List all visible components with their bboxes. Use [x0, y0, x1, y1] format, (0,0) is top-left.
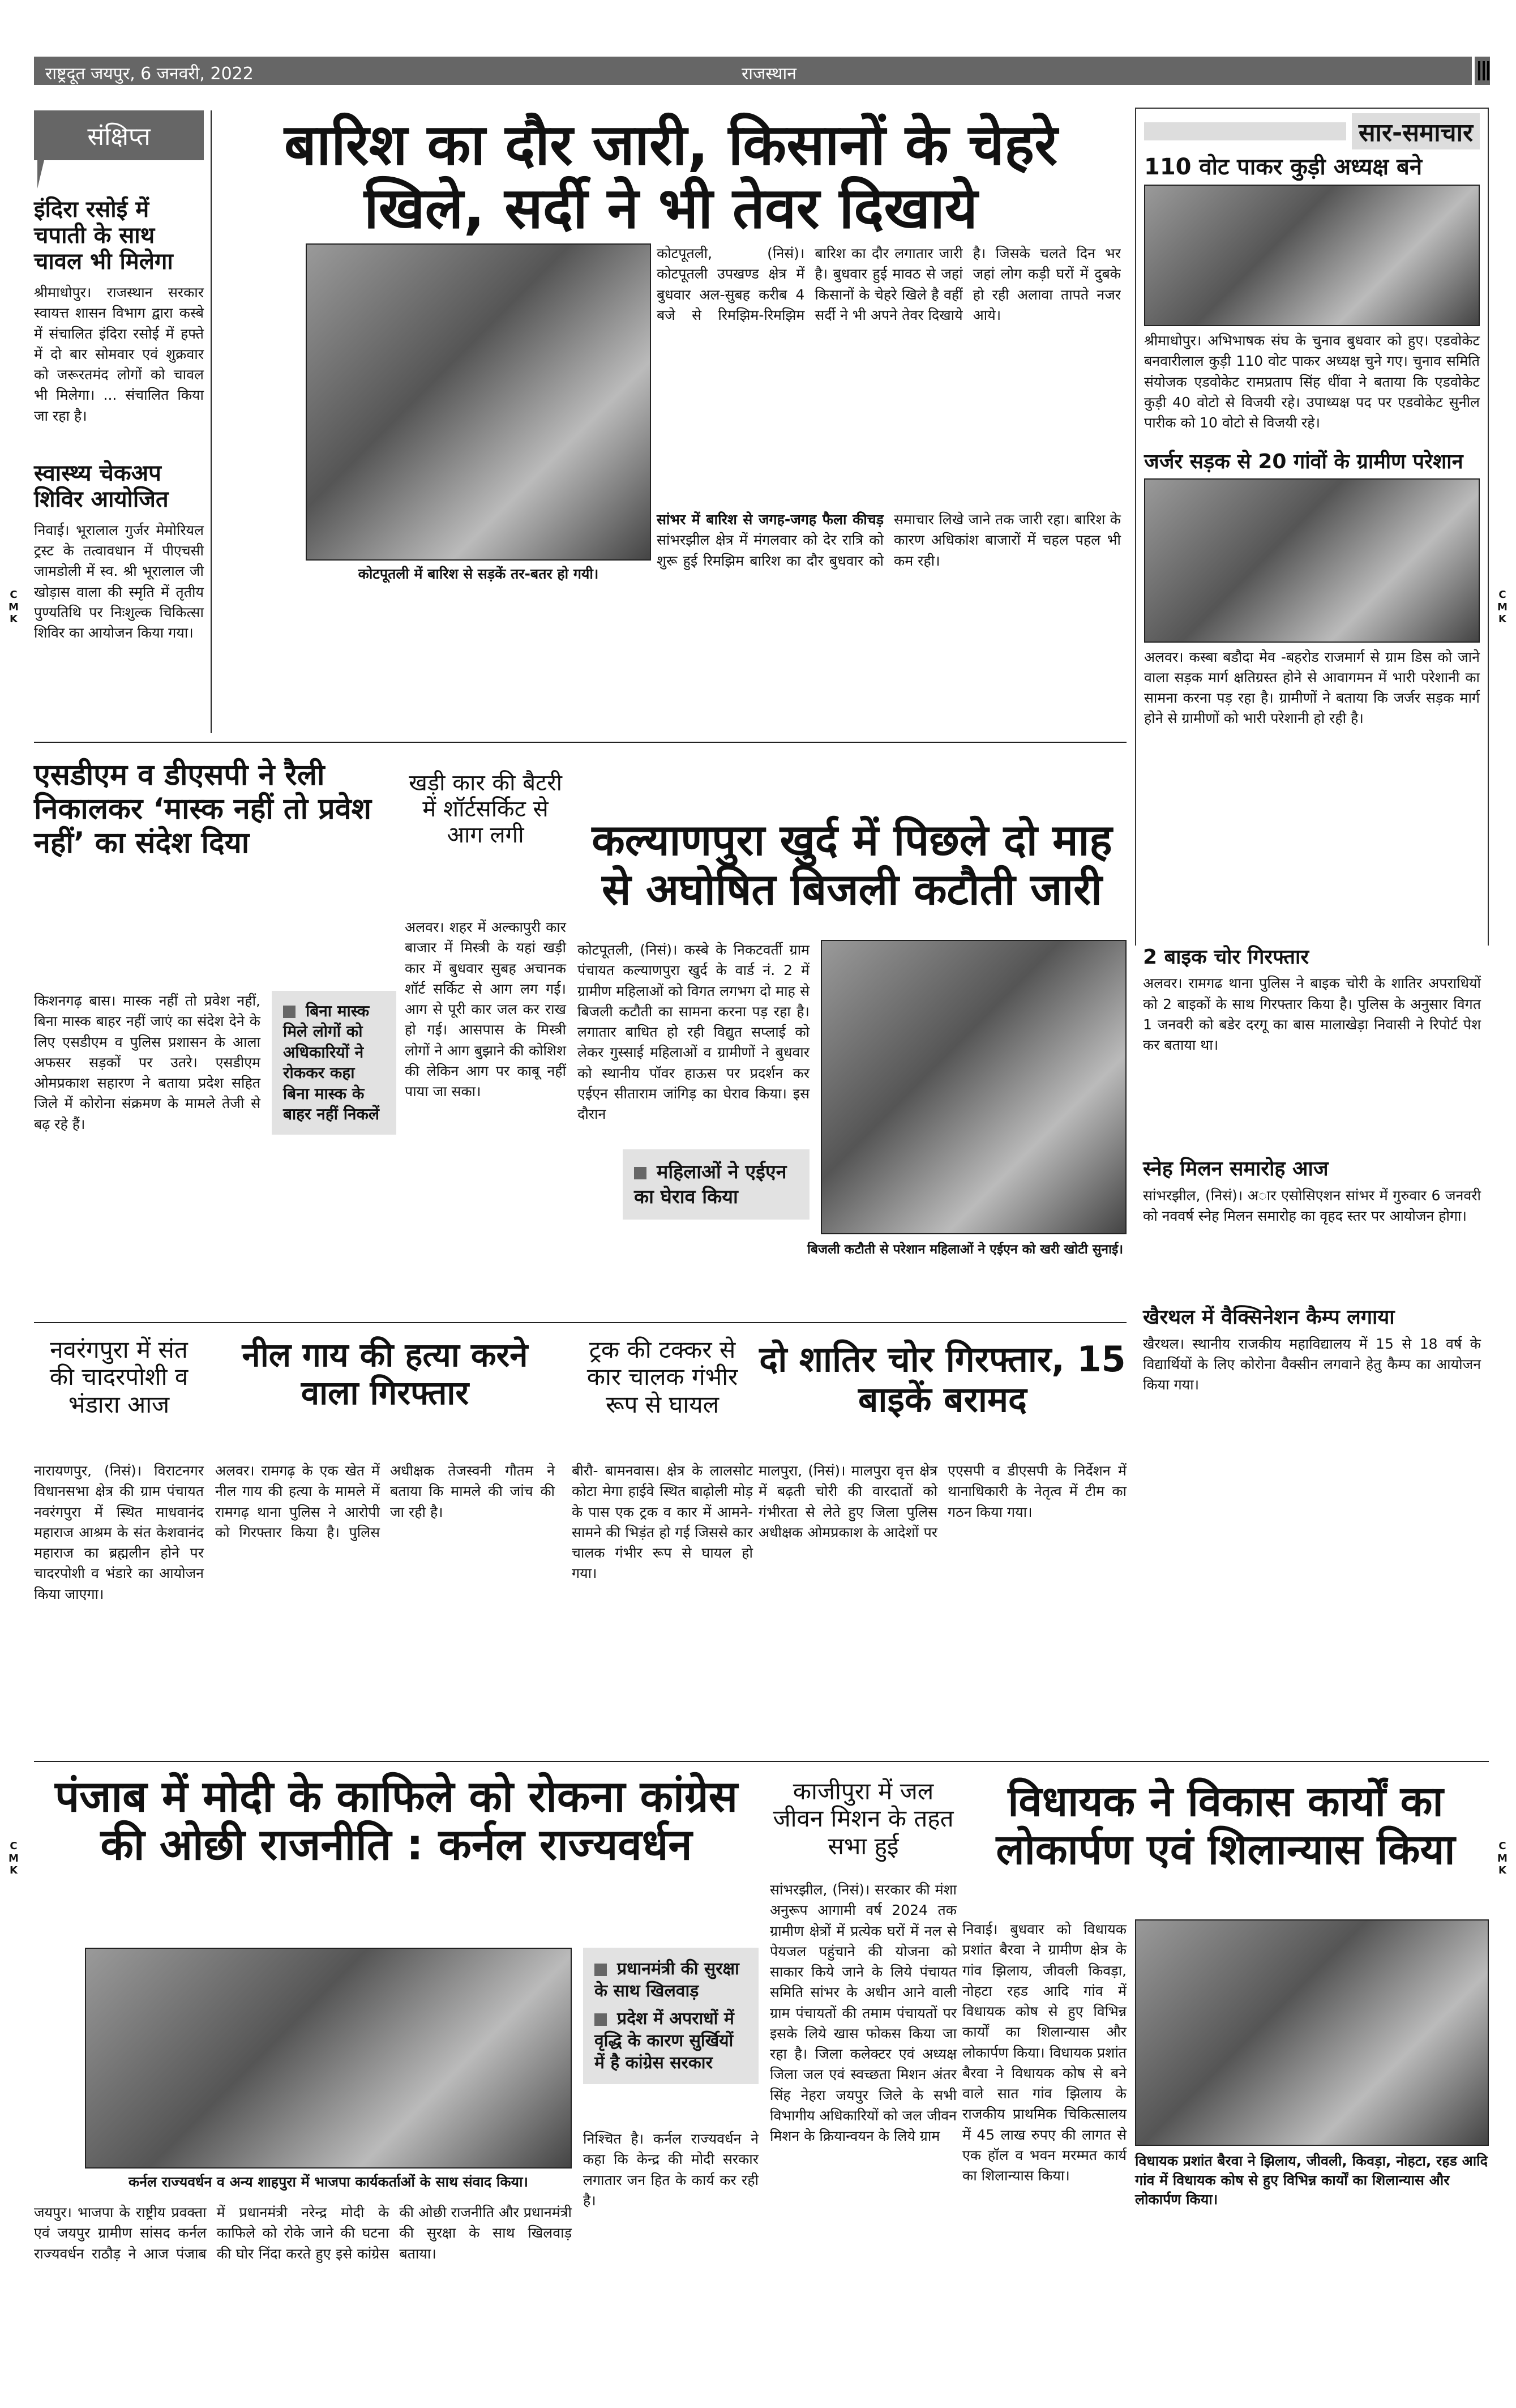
mask-pullquote	[272, 991, 396, 1135]
story4-body: सांभरझील, (निसं)। अार एसोसिएशन सांभर में गुरुवार 6 जनवरी को नववर्ष स्नेह मिलन समारोह का वृहद स्तर पर आयोजन होगा।	[1143, 1187, 1481, 1225]
car-body: अलवर। शहर में अल्कापुरी कार बाजार में मिस्त्री के यहां खड़ी कार में बुधवार सुबह अचानक शॉर्ट सर्किट से आग लग गई। आग से पूरी कार जल कर राख हो गई। आसपास के मिस्त्री लोगों ने आग बुझाने की कोशिश की लेकिन आग पर काबू नहीं पाया जा सका।	[405, 919, 566, 1100]
power-photo-caption: बिजली कटौती से परेशान महिलाओं ने एईएन को खरी खोटी सुनाई।	[807, 1242, 1124, 1257]
lead-photo-truck	[306, 243, 651, 561]
lead-body-col0	[221, 243, 300, 730]
nilgai-body: अलवर। रामगढ़ के एक खेत में नील गाय की हत्या के मामले में रामगढ़ थाना पुलिस ने आरोपी को गिरफ्तार किया है। पुलिस अधीक्षक तेजस्वनी गौतम ने बताया कि मामले की जांच की जा रही है।	[215, 1462, 555, 1541]
lead-headline: बारिश का दौर जारी, किसानों के चेहरे खिले, सर्दी ने भी तेवर दिखाये	[284, 112, 1058, 241]
mark-k: K	[1498, 613, 1506, 626]
mark-m: M	[8, 601, 19, 613]
mark-k: K	[1498, 1864, 1506, 1877]
section-divider	[34, 1322, 1127, 1323]
punjab-headline: पंजाब में मोदी के काफिले को रोकना कांग्रेस की ओछी राजनीति : कर्नल राज्यवर्धन	[54, 1771, 738, 1870]
column-divider	[211, 110, 212, 733]
punjab-pullquote	[583, 1948, 759, 2084]
kajipura-body: सांभरझील, (निसं)। सरकार की मंशा अनुरूप आगामी वर्ष 2024 तक ग्रामीण क्षेत्रों में प्रत्येक घरों में नल से पेयजल पहुंचाने की योजना को साकार किये जाने के लिये पंचायत समिति सांभर के अधीन आने वाली ग्राम पंचायतों की तमाम पंचायतों पर इसके लिये खास फोकस किया जा रहा है। जिला कलेक्टर एवं अध्यक्ष जिला जल एवं स्वच्छता मिशन अंतर सिंह नेहरा जयपुर जिले के सभी विभागीय अधिकारियों को जल जीवन मिशन के क्रियान्वयन के लिये ग्राम	[770, 1881, 957, 2144]
brief-body-2: निवाई। भूरालाल गुर्जर मेमोरियल ट्रस्ट के तत्वावधान में पीएचसी जामडोली में स्व. श्री भूरालाल जी खोड़ास वाला की स्मृति में तृतीय पुण्यतिथि पर निःशुल्क चिकित्सा शिविर का आयोजन किया गया।	[34, 521, 204, 641]
mark-c: C	[10, 1840, 18, 1852]
lead-sub	[657, 510, 1121, 571]
brief-column	[34, 110, 204, 643]
sar-headline: 110 वोट पाकर कुड़ी अध्यक्ष बने	[1144, 154, 1423, 180]
story3-body: अलवर। रामगढ थाना पुलिस ने बाइक चोरी के शातिर अपराधियों को 2 बाइकों के साथ गिरफ्तार किया है। पुलिस के अनुसार विगत 1 जनवरी को बडेर दरगू का बास मालाखेड़ा निवासी ने रिपोर्ट पेश कर बताया था।	[1143, 975, 1481, 1054]
mark-m: M	[1497, 1852, 1508, 1864]
brief-body-1: श्रीमाधोपुर। राजस्थान सरकार स्वायत्त शासन विभाग द्वारा कस्बे में संचालित इंदिरा रसोई में हफ्ते में दो बार सोमवार एवं शुक्रवार को जरूरतमंद लोगों को चावल भी मिलेगा। ... संचालित किया जा रहा है।	[34, 284, 204, 424]
tag-bar	[1144, 122, 1346, 140]
punjab-body: जयपुर। भाजपा के राष्ट्रीय प्रवक्ता एवं जयपुर ग्रामीण सांसद कर्नल राज्यवर्धन राठौड़ ने आज पंजाब में प्रधानमंत्री नरेन्द्र मोदी के काफिले को रोके जाने की घटना की घोर निंदा करते हुए इसे कांग्रेस की ओछी राजनीति और प्रधानमंत्री की सुरक्षा के साथ खिलवाड़ बताया।	[34, 2204, 572, 2262]
truck-headline: ट्रक की टक्कर से कार चालक गंभीर रूप से घायल	[586, 1336, 738, 1418]
mark-c: C	[10, 589, 18, 601]
mark-c: C	[1498, 1840, 1506, 1852]
bullet-square-icon	[283, 1006, 296, 1018]
vidhayak-photo-caption: विधायक प्रशांत बैरवा ने झिलाय, जीवली, किवड़ा, नोहटा, रहड आदि गांव में विधायक कोष से हुए विभिन्न कार्यों का शिलान्यास और लोकार्पण किया।	[1135, 2153, 1488, 2208]
page-marker	[1473, 57, 1490, 85]
mark-k: K	[10, 613, 18, 626]
mark-m: M	[1497, 601, 1508, 613]
sant-body: नारायणपुर, (निसं)। विराटनगर विधानसभा क्षेत्र की ग्राम पंचायत नवरंगपुरा में स्थित माधवानंद महाराज आश्रम के संत केशवानंद महाराज का ब्रह्मलीन होने पर चादरपोशी व भंडारे का आयोजन किया जाएगा।	[34, 1462, 204, 1602]
story4-headline: स्नेह मिलन समारोह आज	[1143, 1157, 1329, 1181]
vidhayak-headline: विधायक ने विकास कार्यों का लोकार्पण एवं शिलान्यास किया	[996, 1777, 1455, 1875]
tag-pointer	[37, 160, 44, 189]
section-divider	[34, 742, 1127, 743]
bullet-square-icon	[594, 1964, 607, 1976]
story3-headline: 2 बाइक चोर गिरफ्तार	[1143, 946, 1309, 969]
sar-story2-headline: जर्जर सड़क से 20 गांवों के ग्रामीण परेशान	[1144, 450, 1463, 474]
mask-headline: एसडीएम व डीएसपी ने रैली निकालकर ‘मास्क नहीं तो प्रवेश नहीं’ का संदेश दिया	[34, 758, 371, 860]
sant-headline: नवरंगपुरा में संत की चादरपोशी व भंडारा आज	[49, 1336, 189, 1418]
story5-headline: खैरथल में वैक्सिनेशन कैम्प लगाया	[1143, 1306, 1395, 1329]
story5-body: खैरथल। स्थानीय राजकीय महाविद्यालय में 15 से 18 वर्ष के विद्यार्थियों के लिए कोरोना वैक्सीन लगवाने हेतु कैम्प का आयोजन किया गया।	[1143, 1335, 1481, 1393]
registration-marks	[1497, 589, 1508, 626]
power-pullquote	[623, 1149, 810, 1220]
sar-samachar-tag: सार-समाचार	[1352, 113, 1480, 149]
power-photo	[821, 940, 1127, 1234]
thieves-headline: दो शातिर चोर गिरफ्तार, 15 बाइकें बरामद	[759, 1338, 1126, 1421]
sar-photo-group	[1144, 185, 1480, 326]
quote-line-2: प्रदेश में अपराधों में वृद्धि के कारण सुर्खियों में है कांग्रेस सरकार	[594, 2009, 734, 2073]
sar-story2-body: अलवर। कस्बा बडौदा मेव -बहरोड राजमार्ग से ग्राम डिस को जाने वाला सड़क मार्ग क्षतिग्रस्त होने से आवागमन में भारी परेशानी का सामना करना पड़ रहा है। ग्रामीणों ने बताया कि जर्जर सड़क मार्ग होने से ग्रामीणों को भारी परेशानी हो रही है।	[1144, 648, 1480, 727]
registration-marks	[1497, 1840, 1508, 1877]
bullet-square-icon	[594, 2013, 607, 2026]
lead-body	[657, 243, 1121, 498]
power-quote-text: महिलाओं ने एईएन का घेराव किया	[634, 1161, 787, 1209]
car-headline: खड़ी कार की बैटरी में शॉर्टसर्किट से आग लगी	[409, 770, 562, 848]
lead-body-text: कोटपूतली, (निसं)। कोटपूतली उपखण्ड क्षेत्र में बुधवार अल-सुबह करीब 4 बजे से रिमझिम-रिमझिम बारिश का दौर लगातार जारी है। बुधवार हुई मावठ से जहां किसानों के चेहरे खिले है वहीं सर्दी ने भी अपने तेवर दिखाये है। जिसके चलते दिन भर जहां लोग कड़ी घरों में दुबके हो रही अलावा तापते नजर आये।	[657, 245, 1121, 323]
mask-quote-text: बिना मास्क मिले लोगों को अधिकारियों ने रोककर कहा बिना मास्क के बाहर नहीं निकलें	[283, 1002, 379, 1123]
bullet-square-icon	[634, 1167, 646, 1179]
brief-tag: संक्षिप्त	[34, 110, 204, 160]
mark-m: M	[8, 1852, 19, 1864]
quote-line-1: प्रधानमंत्री की सुरक्षा के साथ खिलवाड़	[594, 1959, 739, 2001]
edition-date: राष्ट्रदूत जयपुर, 6 जनवरी, 2022	[45, 64, 254, 84]
punjab-body-2: निश्चित है। कर्नल राज्यवर्धन ने कहा कि केन्द्र की मोदी सरकार लगातार जन हित के कार्य कर रही है।	[583, 2131, 759, 2209]
mask-body: किशनगढ़ बास। मास्क नहीं तो प्रवेश नहीं, बिना मास्क बाहर नहीं जाएं का संदेश देने के लिए एसडीएम व पुलिस प्रशासन के आला अफसर सड़कों पर उतरे। एसडीएम ओमप्रकाश सहारण ने बताया प्रदेश सहित जिले में कोरोना संक्रमण के मामले तेजी से बढ़ रहे हैं।	[34, 993, 260, 1132]
punjab-col0	[34, 1948, 79, 2378]
punjab-photo	[85, 1948, 572, 2169]
page-header	[34, 57, 1472, 85]
lead-subbody: सांभरझील क्षेत्र में मंगलवार को देर रात्रि को शुरू हुई रिमझिम बारिश का दौर बुधवार को समाचार लिखे जाने तक जारी रहा। बारिश के कारण अधिकांश बाजारों में चहल पहल भी कम रही।	[657, 511, 1121, 569]
truck-body: बीरौ- बामनवास। क्षेत्र के लालसोट कोटा मेगा हाईवे स्थित बाढ़ोली मोड़ के पास एक ट्रक व कार में आमने-सामने की भिड़ंत हो गई जिससे कार चालक गंभीर रूप से घायल हो गया।	[572, 1462, 753, 1582]
section-name: राजस्थान	[742, 64, 796, 84]
kajipura-headline: काजीपुरा में जल जीवन मिशन के तहत सभा हुई	[773, 1777, 954, 1860]
sar-photo-road	[1144, 478, 1480, 643]
power-headline: कल्याणपुरा खुर्द में पिछले दो माह से अघोषित बिजली कटौती जारी	[592, 815, 1112, 915]
lead-photo-caption: कोटपूतली में बारिश से सड़कें तर-बतर हो गयी।	[358, 566, 599, 582]
vidhayak-body: निवाई। बुधवार को विधायक प्रशांत बैरवा ने ग्रामीण क्षेत्र के गांव झिलाय, जीवली किवड़ा, नोहटा रहड आदि गांव में विधायक कोष से हुए विभिन्न कार्यों का शिलान्यास और लोकार्पण किया। विधायक प्रशांत बैरवा ने विधायक कोष से बने वाले सात गांव झिलाय के राजकीय प्राथमिक चिकित्सालय में 45 लाख रुपए की लागत से एक हॉल व भवन मरम्मत कार्य का शिलान्यास किया।	[962, 1921, 1127, 2184]
right-briefs	[1135, 946, 1489, 1395]
sar-body: श्रीमाधोपुर। अभिभाषक संघ के चुनाव बुधवार को हुए। एडवोकेट बनवारीलाल कुड़ी 110 वोट पाकर अध्यक्ष चुने गए। चुनाव समिति संयोजक एडवोकेट रामप्रताप सिंह धींवा ने बताया कि एडवोकेट कुड़ी 40 वोटो से विजयी रहे। उपाध्यक्ष पद पर एडवोकेट सुनील पारीक को 10 वोटो से विजयी रहे।	[1144, 332, 1480, 431]
sar-samachar-box	[1135, 108, 1489, 946]
punjab-photo-caption: कर्नल राज्यवर्धन व अन्य शाहपुरा में भाजपा कार्यकर्ताओं के साथ संवाद किया।	[128, 2174, 529, 2190]
mark-k: K	[10, 1864, 18, 1877]
registration-marks	[8, 589, 19, 626]
brief-headline-1: इंदिरा रसोई में चपाती के साथ चावल भी मिलेगा	[34, 196, 173, 275]
lead-subhead: सांभर में बारिश से जगह-जगह फैला कीचड़	[657, 511, 884, 528]
registration-marks	[8, 1840, 19, 1877]
power-body: कोटपूतली, (निसं)। कस्बे के निकटवर्ती ग्राम पंचायत कल्याणपुरा खुर्द के वार्ड नं. 2 में ग्रामीण महिलाओं को विगत लगभग दो माह से बिजली कटौती का सामना करना पड़ रहा है। लगातार बाधित हो रही विद्युत सप्लाई को लेकर गुस्साई महिलाओं व ग्रामीणों ने बुधवार को स्थानीय पॉवर हाऊस पर प्रदर्शन कर एईएन सीताराम जांगिड़ का घेराव किया। इस दौरान	[577, 942, 810, 1122]
vidhayak-photo	[1135, 1919, 1489, 2146]
thieves-body: मालपुरा, (निसं)। मालपुरा वृत्त क्षेत्र में बढ़ती चोरी की वारदातों को गंभीरता से लेते हुए जिला पुलिस अधीक्षक ओमप्रकाश के आदेशों पर एएसपी व डीएसपी के निर्देशन में थानाधिकारी के नेतृत्व में टीम का गठन किया गया।	[759, 1462, 1127, 1541]
brief-headline-2: स्वास्थ्य चेकअप शिविर आयोजित	[34, 460, 169, 512]
mark-c: C	[1498, 589, 1506, 601]
nilgai-headline: नील गाय की हत्या करने वाला गिरफ्तार	[242, 1336, 528, 1412]
section-divider	[34, 1761, 1489, 1762]
